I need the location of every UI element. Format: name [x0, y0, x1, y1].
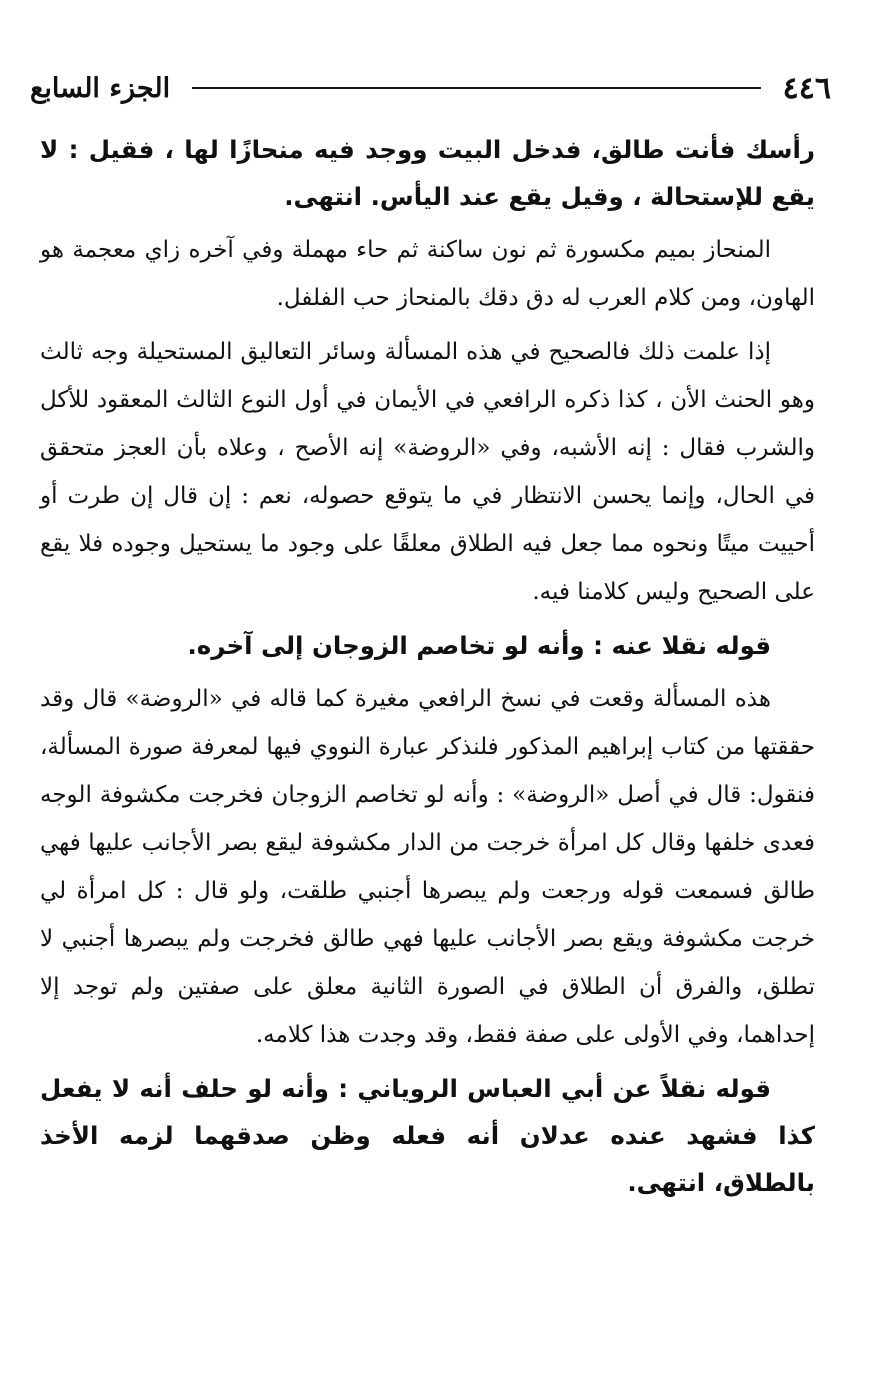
paragraph-definition: المنحاز بميم مكسورة ثم نون ساكنة ثم حاء مهملة وفي آخره زاي معجمة هو الهاون، ومن كلام العرب له دق دقك بالمنحاز حب الفلفل.: [40, 237, 815, 311]
page-header: [30, 68, 831, 108]
quote-heading-1: قوله نقلا عنه : وأنه لو تخاصم الزوجان إلى آخره.: [187, 631, 771, 660]
header-rule: [192, 87, 761, 89]
page-number: ٤٤٦: [782, 70, 831, 106]
paragraph-explanation: هذه المسألة وقعت في نسخ الرافعي مغيرة كما قاله في «الروضة» قال وقد حققتها من كتاب إبراهيم المذكور فلنذكر عبارة النووي فيها لمعرفة صورة المسألة، فنقول: قال في أصل «الروضة» : وأنه لو تخاصم الزوجان فخرجت مكشوفة الوجه فعدى خلفها وقال كل امرأة خرجت من الدار مكشوفة ليقع بصر الأجانب عليها فهي طالق فسمعت قوله ورجعت ولم يبصرها أجنبي طلقت، ولو قال : كل امرأة لي خرجت مكشوفة ويقع بصر الأجانب عليها فهي طالق فخرجت ولم يبصرها أجنبي لا تطلق، والفرق أن الطلاق في الصورة الثانية معلق على صفتين ولم توجد إلا إحداهما، وفي الأولى على صفة فقط، وقد وجدت هذا كلامه.: [40, 686, 815, 1048]
quote-heading-2: قوله نقلاً عن أبي العباس الروياني : وأنه لو حلف أنه لا يفعل كذا فشهد عنده عدلان أنه فعله وظن صدقهما لزمه الأخذ بالطلاق، انتهى.: [40, 1074, 815, 1197]
paragraph-quote-end: رأسك فأنت طالق، فدخل البيت ووجد فيه منحازًا لها ، فقيل : لا يقع للإستحالة ، وقيل يقع عند اليأس. انتهى.: [40, 135, 815, 211]
paragraph-ruling: إذا علمت ذلك فالصحيح في هذه المسألة وسائر التعاليق المستحيلة وجه ثالث وهو الحنث الأن ، كذا ذكره الرافعي في الأيمان في أول النوع الثالث المعقود للأكل والشرب فقال : إنه الأشبه، وفي «الروضة» إنه الأصح ، وعلاه بأن العجز متحقق في الحال، وإنما يحسن الانتظار في ما يتوقع حصوله، نعم : إن قال إن طرت أو أحييت ميتًا ونحوه مما جعل فيه الطلاق معلقًا على وجود ما يستحيل وجوده فلا يقع على الصحيح وليس كلامنا فيه.: [40, 339, 815, 605]
page-body: [40, 126, 815, 1212]
running-title: الجزء السابع: [30, 72, 171, 104]
